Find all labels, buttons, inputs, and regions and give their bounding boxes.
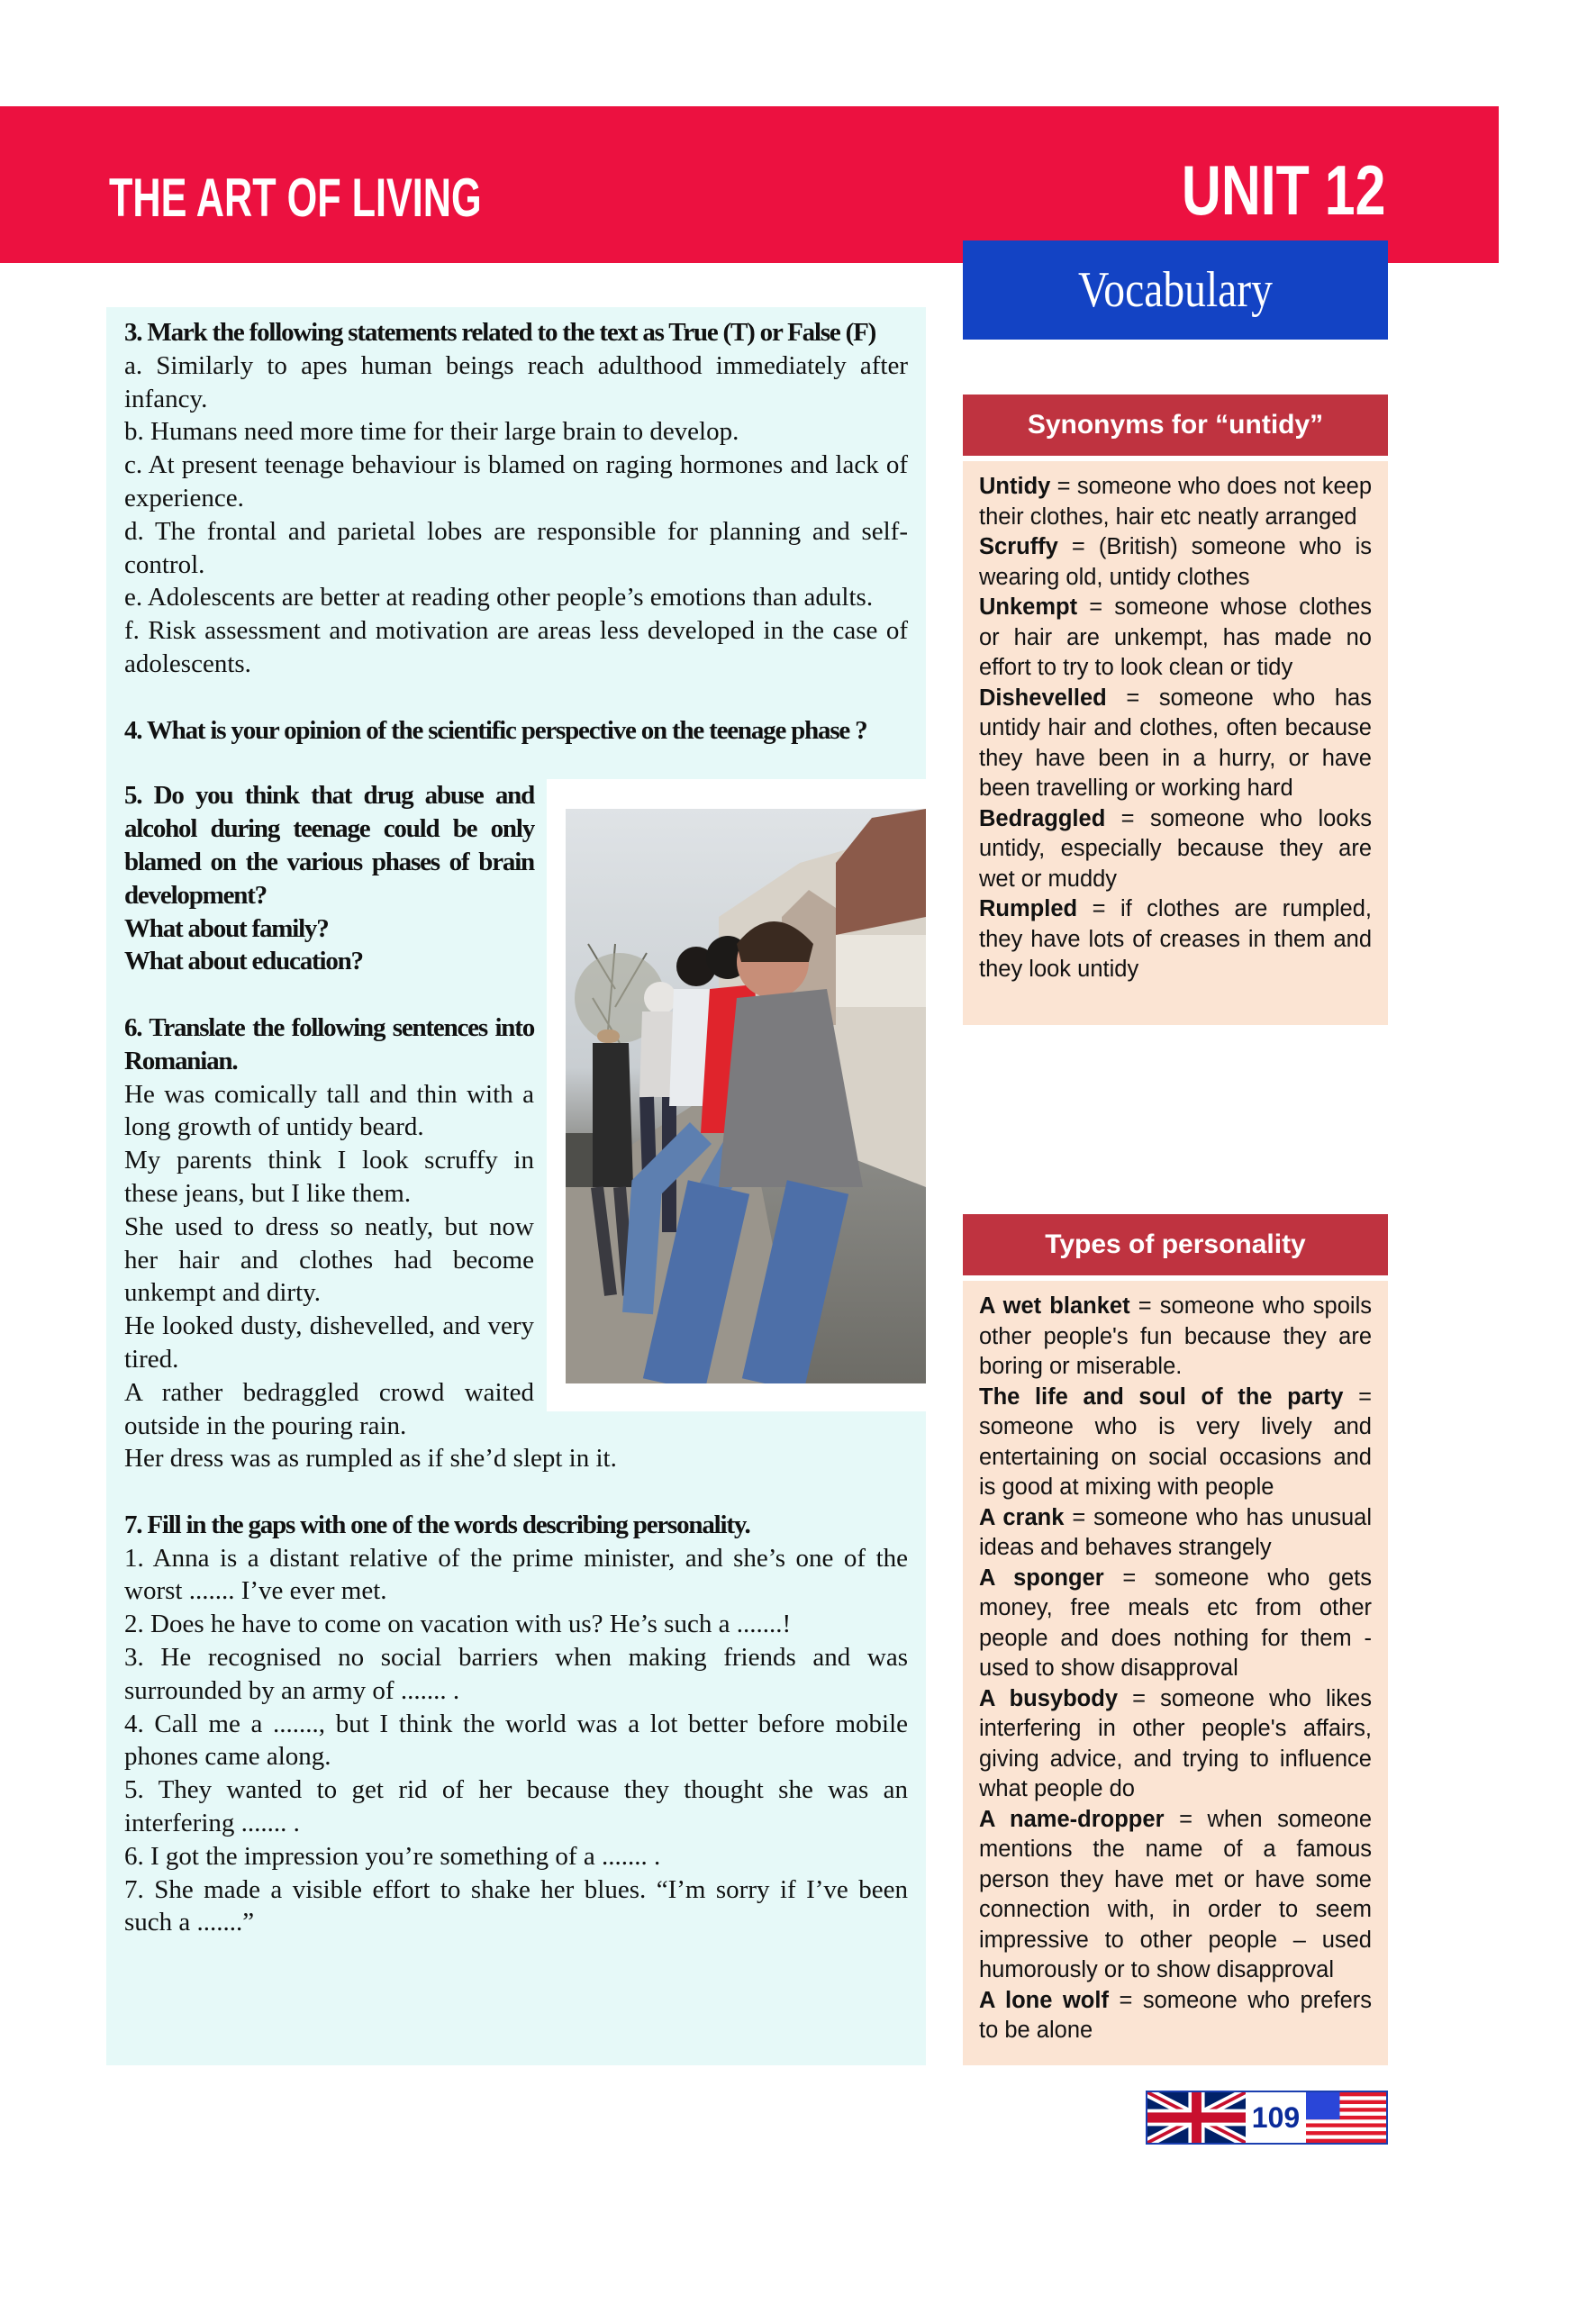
personality-entry [979,1805,1372,1986]
synonym-entry [979,472,1372,532]
personality-definition: = someone who spoils other people's fun because they are boring or miserable. [979,1293,1372,1379]
personality-definition: = someone who gets money, free meals etc from other people and does nothing for them - used to show disapproval [979,1565,1372,1681]
exercise-7-item: 4. Call me a ......., but I think the world was a lot better before mobile phones came along. [124,1709,908,1772]
exercise-6-heading: 6. Translate the following sentences into Romanian. [124,1012,534,1075]
exercises-panel [106,307,926,2065]
exercise-6-item: She used to dress so neatly, but now her hair and clothes had become unkempt and dirty. [124,1211,534,1308]
exercise-3-item: f. Risk assessment and motivation are areas less developed in the case of adolescents. [124,616,908,678]
synonym-definition: = (British) someone who is wearing old, untidy clothes [979,534,1372,590]
unit-label: UNIT 12 [1181,150,1385,230]
exercise-6-item: A rather bedraggled crowd waited outside in the pouring rain. [124,1377,534,1440]
synonym-entry [979,593,1372,684]
personality-definition: = someone who has unusual ideas and behaves strangely [979,1504,1372,1560]
personality-box [963,1281,1388,2065]
personality-term: A crank [979,1504,1065,1530]
synonym-definition: = someone whose clothes or hair are unkempt, has made no effort to try to look clean or tidy [979,594,1372,680]
synonym-term: Untidy [979,474,1051,499]
teenagers-street-photo [566,809,926,1383]
synonym-definition: = someone who looks untidy, especially because they are wet or muddy [979,805,1372,892]
synonym-entry [979,804,1372,895]
synonym-definition: = someone who does not keep their clothes, hair etc neatly arranged [979,474,1372,530]
exercise-3-item: d. The frontal and parietal lobes are responsible for planning and self-control. [124,516,908,579]
exercise-6-item: Her dress was as rumpled as if she’d slept in it. [124,1444,617,1474]
exercise-7-item: 3. He recognised no social barriers when making friends and was surrounded by an army of ....... . [124,1643,908,1705]
personality-header: Types of personality [963,1214,1388,1275]
exercise-4-heading: 4. What is your opinion of the scientific perspective on the teenage phase ? [124,715,867,745]
personality-entry [979,1503,1372,1564]
personality-entry [979,1564,1372,1684]
personality-term: The life and soul of the party [979,1383,1344,1410]
exercise-7-item: 2. Does he have to come on vacation with us? He’s such a .......! [124,1610,792,1639]
exercise-7-heading: 7. Fill in the gaps with one of the words describing personality. [124,1510,750,1539]
exercise-3-heading: 3. Mark the following statements related to the text as True (T) or False (F) [124,318,876,347]
exercise-3-item: e. Adolescents are better at reading other people’s emotions than adults. [124,583,874,612]
synonym-entry [979,894,1372,985]
chapter-title: THE ART OF LIVING [109,168,482,228]
synonym-term: Unkempt [979,594,1078,620]
exercise-7-item: 7. She made a visible effort to shake her blues. “I’m sorry if I’ve been such a .......” [124,1874,908,1937]
synonym-entry [979,684,1372,804]
section-label-text: Vocabulary [1078,262,1273,318]
synonyms-header: Synonyms for “untidy” [963,395,1388,456]
exercise-7-item: 6. I got the impression you’re something of a ....... . [124,1841,661,1871]
synonym-term: Bedraggled [979,805,1106,831]
synonym-entry [979,532,1372,593]
exercise-6-item: He was comically tall and thin with a long growth of untidy beard. [124,1079,534,1142]
exercise-3-item: c. At present teenage behaviour is blamed on raging hormones and lack of experience. [124,450,908,513]
page-number: 109 [1246,2092,1306,2143]
exercise-6-item: He looked dusty, dishevelled, and very tired. [124,1311,534,1374]
exercise-5-question: What about education? [124,947,363,976]
synonym-term: Rumpled [979,896,1078,921]
exercise-6-item: My parents think I look scruffy in these jeans, but I like them. [124,1146,534,1208]
personality-entry [979,1986,1372,2046]
personality-term: A lone wolf [979,1987,1109,2013]
personality-definition: = someone who is very lively and entertaining on social occasions and is good at mixing with people [979,1383,1372,1500]
synonyms-box [963,461,1388,1025]
exercise-7-item: 5. They wanted to get rid of her because they thought she was an interfering ....... . [124,1775,908,1838]
personality-entry [979,1292,1372,1383]
personality-entry [979,1684,1372,1805]
us-flag-icon [1306,2092,1386,2143]
personality-term: A wet blanket [979,1293,1130,1319]
synonym-definition: = someone who has untidy hair and clothes, often because they have been in a hurry, or have been travelling or working hard [979,685,1372,801]
exercise-5-question: What about family? [124,913,329,943]
uk-flag-icon [1147,2092,1246,2143]
personality-term: A name-dropper [979,1806,1165,1832]
personality-entry [979,1383,1372,1503]
exercise-3-item: a. Similarly to apes human beings reach adulthood immediately after infancy. [124,350,908,413]
exercise-7-item: 1. Anna is a distant relative of the prime minister, and she’s one of the worst ....... I’ve ever met. [124,1543,908,1606]
synonym-term: Dishevelled [979,685,1107,711]
synonym-definition: = if clothes are rumpled, they have lots of creases in them and they look untidy [979,896,1372,982]
photo-frame [547,779,926,1411]
section-label [963,240,1388,340]
personality-term: A sponger [979,1565,1104,1591]
personality-definition: = when someone mentions the name of a famous person they have met or have some connection with, in order to seem impressive to other people – used humorously or to show disapproval [979,1806,1372,1982]
exercise-3-item: b. Humans need more time for their large brain to develop. [124,417,739,447]
exercise-5-heading: 5. Do you think that drug abuse and alcohol during teenage could be only blamed on the various phases of brain development? [124,781,534,910]
personality-definition: = someone who prefers to be alone [979,1987,1372,2043]
synonym-term: Scruffy [979,534,1058,559]
personality-definition: = someone who likes interfering in other people's affairs, giving advice, and trying to influence what people do [979,1685,1372,1801]
personality-term: A busybody [979,1685,1118,1711]
page-number-badge [1146,2091,1388,2145]
